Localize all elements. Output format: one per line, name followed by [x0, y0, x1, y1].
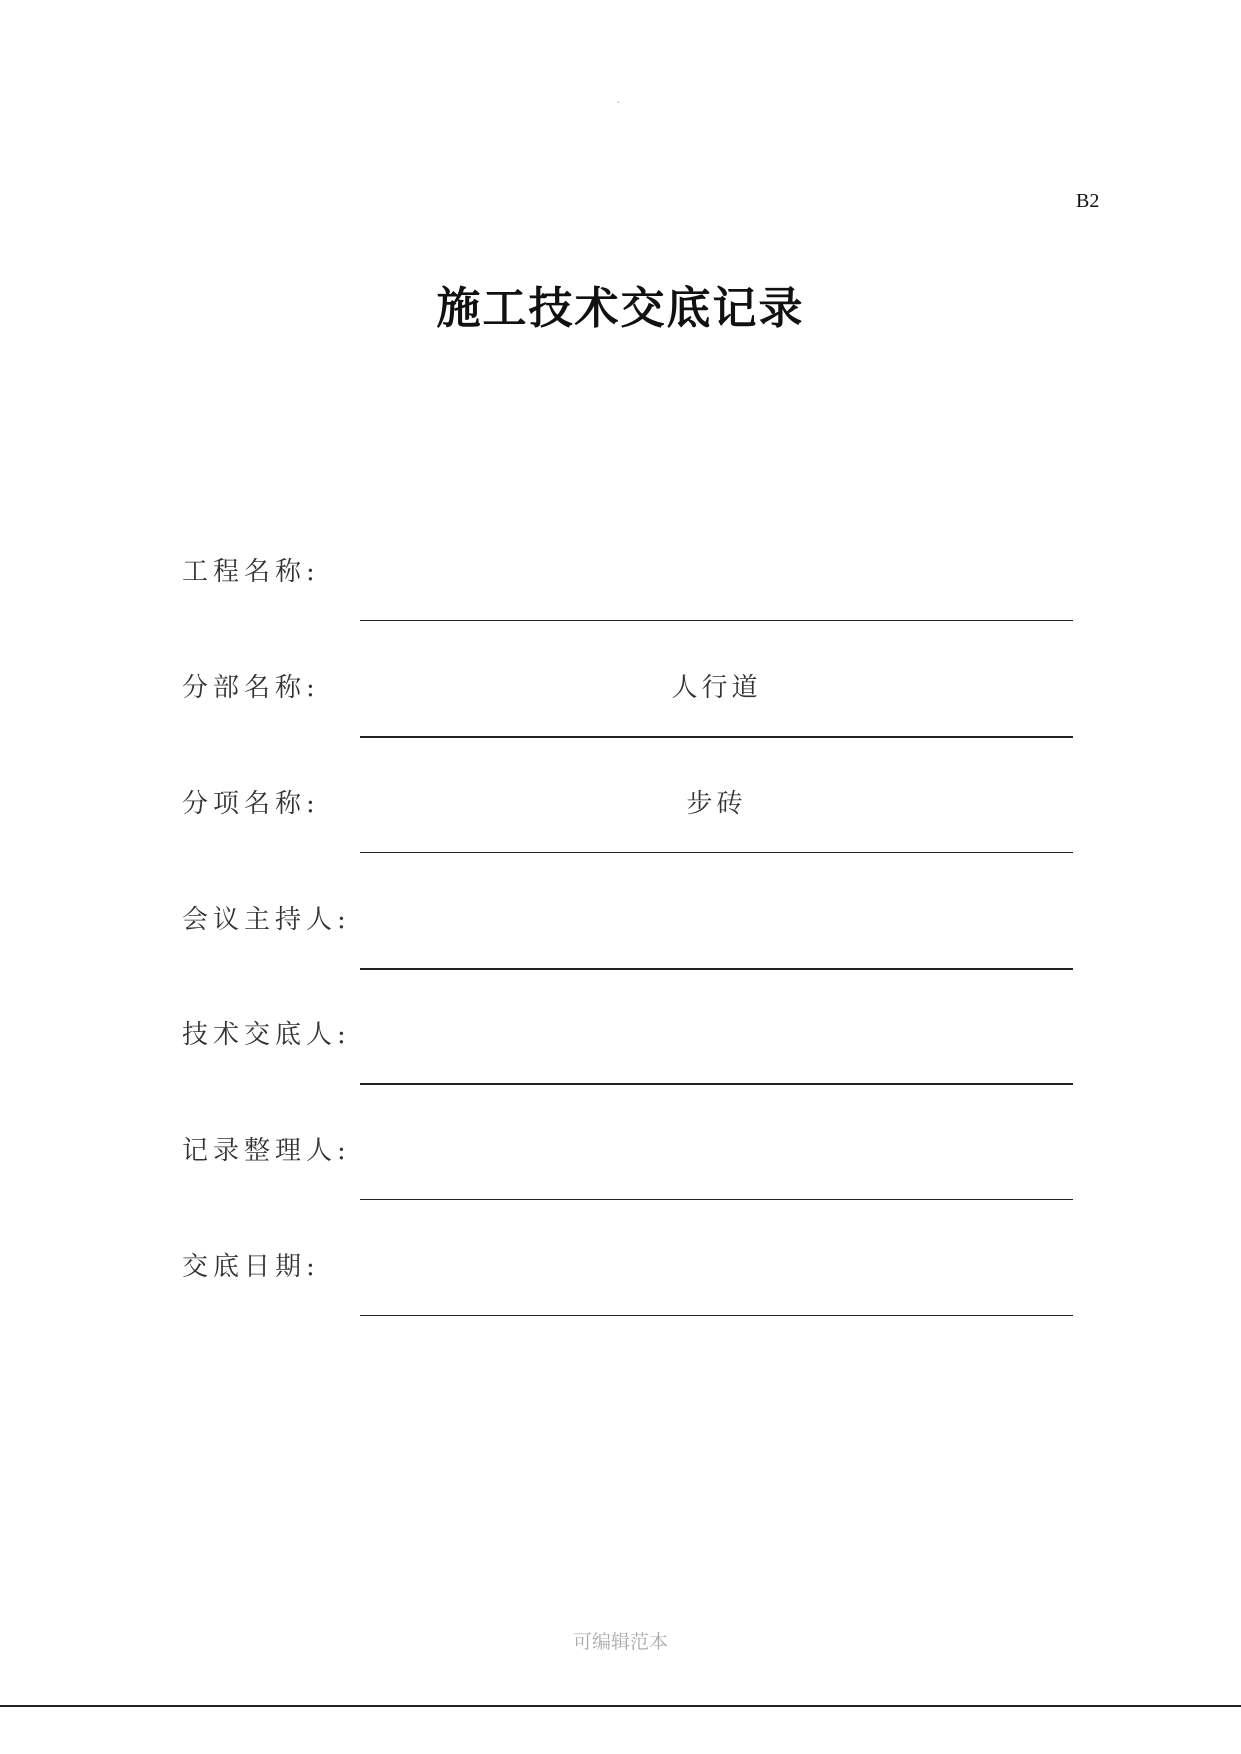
field-recorder — [0, 1130, 1241, 1246]
field-label: 记录整理人: — [182, 1136, 351, 1166]
field-underline — [360, 1199, 1073, 1200]
field-label: 工程名称: — [182, 557, 320, 587]
field-value[interactable]: 人行道 — [671, 673, 762, 703]
form-code: B2 — [1076, 190, 1100, 212]
field-label: 分项名称: — [182, 789, 320, 819]
field-underline — [360, 736, 1073, 738]
field-underline — [360, 852, 1073, 853]
field-division-name — [0, 667, 1241, 783]
field-briefing-person — [0, 1014, 1241, 1130]
page-title: 施工技术交底记录 — [436, 283, 805, 334]
field-label: 会议主持人: — [182, 905, 351, 935]
field-underline — [360, 1083, 1073, 1085]
field-item-name — [0, 783, 1241, 899]
field-underline — [360, 620, 1073, 621]
field-label: 交底日期: — [182, 1252, 320, 1282]
bottom-rule — [0, 1705, 1241, 1707]
footer-text: 可编辑范本 — [572, 1632, 668, 1653]
field-project-name — [0, 551, 1241, 667]
field-label: 分部名称: — [182, 673, 320, 703]
field-label: 技术交底人: — [182, 1020, 351, 1050]
field-underline — [360, 1315, 1073, 1316]
field-meeting-host — [0, 899, 1241, 1015]
field-underline — [360, 968, 1073, 970]
header-dot: . — [617, 95, 621, 106]
field-briefing-date — [0, 1246, 1241, 1362]
field-value[interactable]: 步砖 — [686, 789, 747, 819]
